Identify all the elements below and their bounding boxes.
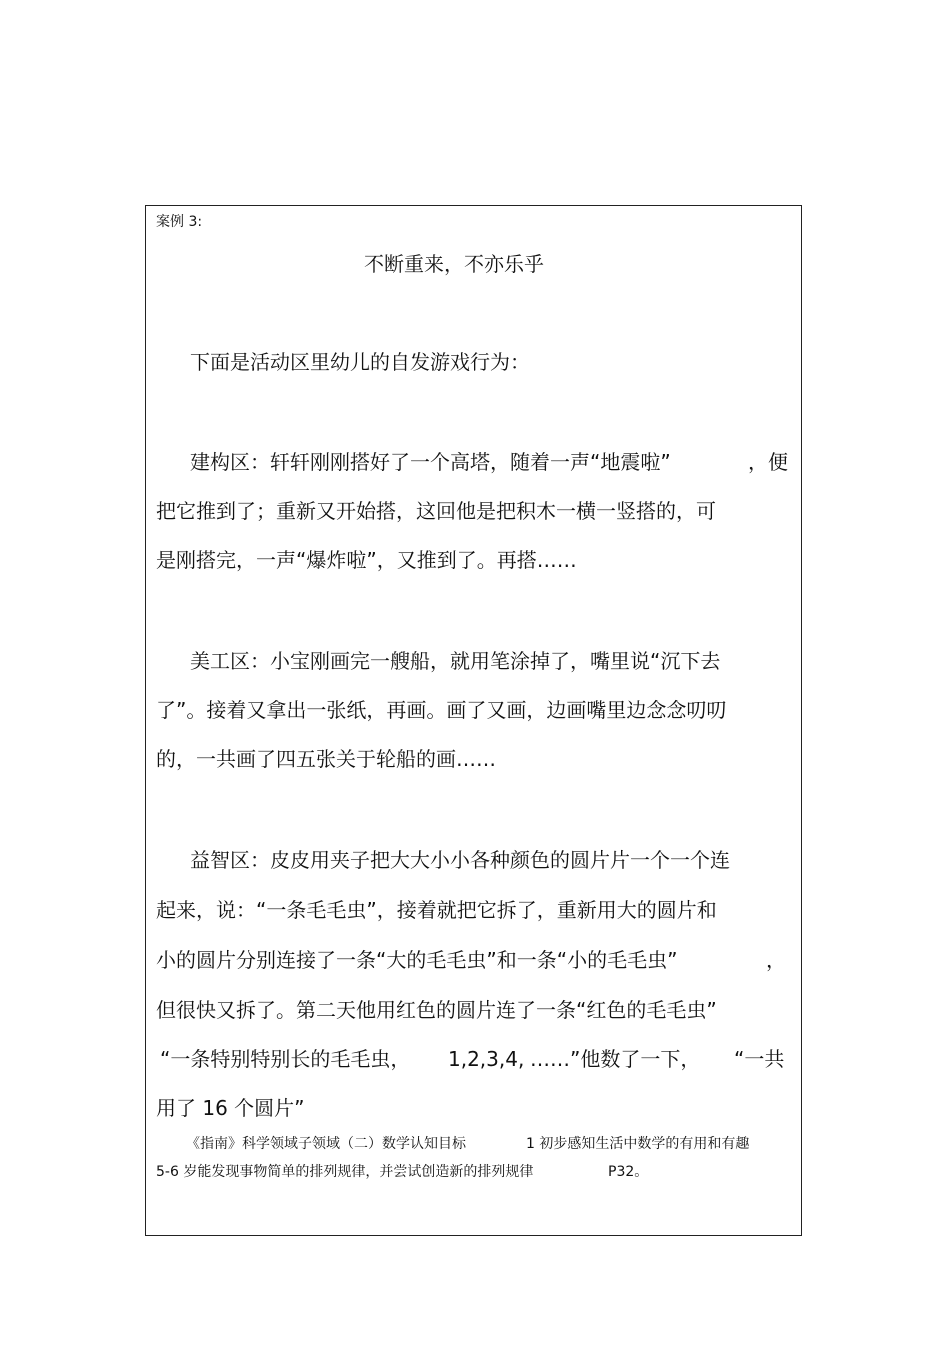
- construction-line-2: 把它推到了；重新又开始搭，这回他是把积木一横一竖搭的，可: [156, 499, 716, 523]
- puzzle-line-5d: “一共: [734, 1047, 785, 1071]
- guide-note-line-1a: 《指南》科学领域子领域（二）数学认知目标: [186, 1136, 466, 1152]
- puzzle-line-6: 用了 16 个圆片”: [156, 1096, 305, 1120]
- puzzle-line-5a: “一条特别特别长的毛毛虫，: [160, 1047, 411, 1071]
- art-line-3: 的，一共画了四五张关于轮船的画……: [156, 747, 496, 771]
- construction-line-1-tail: ，便: [748, 450, 788, 474]
- case-title: 不断重来，不亦乐乎: [364, 252, 544, 276]
- guide-note-line-1b: 1 初步感知生活中数学的有用和有趣: [526, 1136, 750, 1152]
- construction-line-1: 建构区：轩轩刚刚搭好了一个高塔，随着一声“地震啦”: [190, 450, 671, 474]
- puzzle-line-4: 但很快又拆了。第二天他用红色的圆片连了一条“红色的毛毛虫”: [156, 998, 717, 1022]
- case-label: 案例 3:: [156, 214, 203, 230]
- construction-line-3: 是刚搭完，一声“爆炸啦”，又推到了。再搭……: [156, 548, 577, 572]
- puzzle-line-5b: 1,2,3,4,: [448, 1047, 525, 1071]
- intro-text: 下面是活动区里幼儿的自发游戏行为：: [190, 350, 530, 374]
- art-line-1: 美工区：小宝刚画完一艘船，就用笔涂掉了，嘴里说“沉下去: [190, 649, 721, 673]
- puzzle-line-3-tail: ，: [766, 948, 786, 972]
- guide-note-line-2b: P32。: [608, 1164, 649, 1180]
- puzzle-line-3: 小的圆片分别连接了一条“大的毛毛虫”和一条“小的毛毛虫”: [156, 948, 678, 972]
- puzzle-line-5c: ……”他数了一下，: [530, 1047, 701, 1071]
- puzzle-line-1: 益智区：皮皮用夹子把大大小小各种颜色的圆片片一个一个连: [190, 848, 730, 872]
- art-line-2: 了”。接着又拿出一张纸，再画。画了又画，边画嘴里边念念叨叨: [156, 698, 727, 722]
- puzzle-line-2: 起来，说：“一条毛毛虫”，接着就把它拆了，重新用大的圆片和: [156, 898, 717, 922]
- guide-note-line-2a: 5-6 岁能发现事物简单的排列规律，并尝试创造新的排列规律: [156, 1164, 534, 1180]
